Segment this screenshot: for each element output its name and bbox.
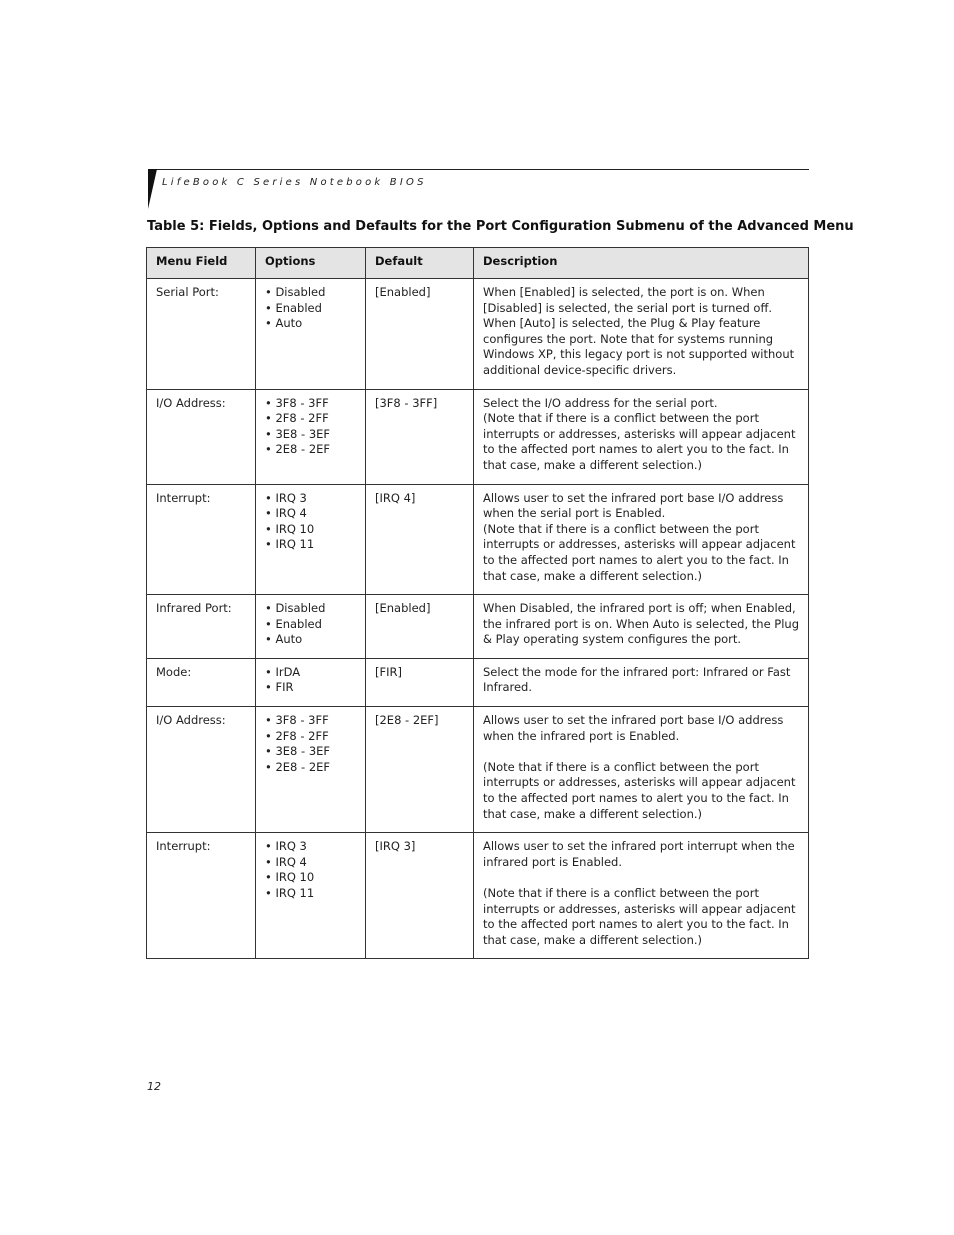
description-cell xyxy=(474,707,809,833)
description-paragraph: (Note that if there is a conflict between the port interrupts or addresses, asterisks will appear adjacent to the affected port names to alert you to the fact. In that case, make a different selection.) xyxy=(483,759,796,821)
running-head: LifeBook C Series Notebook BIOS xyxy=(162,177,427,188)
description-cell xyxy=(474,389,809,484)
option-item: • Disabled xyxy=(265,285,357,301)
options-list xyxy=(265,396,357,458)
option-item: • 2E8 - 2EF xyxy=(265,442,357,458)
description-paragraph: When [Enabled] is selected, the port is on. When [Disabled] is selected, the serial port is turned off. When [Auto] is selected, the Plug & Play feature configures the port. Note that for systems running Windows XP, this legacy port is not supported without additional device-specific drivers. xyxy=(483,285,795,377)
table-body xyxy=(147,279,809,959)
option-item: • 3E8 - 3EF xyxy=(265,744,357,760)
table-row xyxy=(147,484,809,595)
options-cell xyxy=(256,389,366,484)
table-header-row xyxy=(147,248,809,279)
description-paragraph: (Note that if there is a conflict between the port interrupts or addresses, asterisks will appear adjacent to the affected port names to alert you to the fact. In that case, make a different selection.) xyxy=(483,411,796,472)
option-item: • 3F8 - 3FF xyxy=(265,713,357,729)
default-cell: [Enabled] xyxy=(366,279,474,390)
description-cell xyxy=(474,595,809,659)
description-cell xyxy=(474,658,809,706)
option-item: • FIR xyxy=(265,680,357,696)
column-header-options: Options xyxy=(256,248,366,279)
options-cell xyxy=(256,707,366,833)
column-header-menu-field: Menu Field xyxy=(147,248,256,279)
option-item: • 2F8 - 2FF xyxy=(265,411,357,427)
description-paragraph: When Disabled, the infrared port is off; when Enabled, the infrared port is on. When Auto is selected, the Plug & Play operating system configures the port. xyxy=(483,601,800,647)
option-item: • Auto xyxy=(265,632,357,648)
default-cell: [IRQ 3] xyxy=(366,833,474,959)
default-cell: [3F8 - 3FF] xyxy=(366,389,474,484)
option-item: • IRQ 10 xyxy=(265,870,357,886)
description-paragraph: Allows user to set the infrared port base I/O address when the infrared port is Enabled. xyxy=(483,713,784,743)
menu-field-cell: Interrupt: xyxy=(147,484,256,595)
column-header-default: Default xyxy=(366,248,474,279)
table-row xyxy=(147,279,809,390)
description-cell xyxy=(474,484,809,595)
menu-field-cell: Interrupt: xyxy=(147,833,256,959)
column-header-description: Description xyxy=(474,248,809,279)
description-paragraph: (Note that if there is a conflict between the port interrupts or addresses, asterisks will appear adjacent to the affected port names to alert you to the fact. In that case, make a different selection.) xyxy=(483,886,796,947)
options-cell xyxy=(256,279,366,390)
menu-field-cell: I/O Address: xyxy=(147,389,256,484)
description-paragraph: Select the mode for the infrared port: Infrared or Fast Infrared. xyxy=(483,664,791,695)
default-cell: [FIR] xyxy=(366,658,474,706)
description-paragraph: Allows user to set the infrared port interrupt when the infrared port is Enabled. xyxy=(483,839,795,869)
options-cell xyxy=(256,658,366,706)
menu-field-cell: Mode: xyxy=(147,658,256,706)
option-item: • Enabled xyxy=(265,617,357,633)
default-cell: [2E8 - 2EF] xyxy=(366,707,474,833)
table-row xyxy=(147,707,809,833)
option-item: • 3F8 - 3FF xyxy=(265,396,357,412)
option-item: • 2E8 - 2EF xyxy=(265,760,357,776)
options-list xyxy=(265,491,357,553)
description-paragraph: Select the I/O address for the serial port. xyxy=(483,395,718,410)
table-row xyxy=(147,658,809,706)
table-title: Table 5: Fields, Options and Defaults for the Port Configuration Submenu of the Advanced Menu xyxy=(147,219,854,234)
options-list xyxy=(265,601,357,648)
description-paragraph: (Note that if there is a conflict between the port interrupts or addresses, asterisks will appear adjacent to the affected port names to alert you to the fact. In that case, make a different selection.) xyxy=(483,521,796,583)
option-item: • 3E8 - 3EF xyxy=(265,427,357,443)
option-item: • Enabled xyxy=(265,301,357,317)
table-row xyxy=(147,833,809,959)
option-item: • IRQ 4 xyxy=(265,855,357,871)
description-cell xyxy=(474,833,809,959)
options-list xyxy=(265,665,357,696)
option-item: • IRQ 4 xyxy=(265,506,357,522)
options-list xyxy=(265,713,357,775)
header-rule xyxy=(149,169,809,170)
menu-field-cell: I/O Address: xyxy=(147,707,256,833)
default-cell: [IRQ 4] xyxy=(366,484,474,595)
description-paragraph: Allows user to set the infrared port base I/O address when the serial port is Enabled. xyxy=(483,490,784,521)
option-item: • IrDA xyxy=(265,665,357,681)
options-cell xyxy=(256,484,366,595)
options-list xyxy=(265,285,357,332)
menu-field-cell: Infrared Port: xyxy=(147,595,256,659)
option-item: • IRQ 3 xyxy=(265,839,357,855)
table-row xyxy=(147,595,809,659)
option-item: • IRQ 11 xyxy=(265,537,357,553)
table-row xyxy=(147,389,809,484)
menu-field-cell: Serial Port: xyxy=(147,279,256,390)
options-cell xyxy=(256,833,366,959)
option-item: • IRQ 10 xyxy=(265,522,357,538)
header-corner-mark xyxy=(148,169,157,209)
options-cell xyxy=(256,595,366,659)
option-item: • Disabled xyxy=(265,601,357,617)
description-cell xyxy=(474,279,809,390)
option-item: • IRQ 3 xyxy=(265,491,357,507)
default-cell: [Enabled] xyxy=(366,595,474,659)
page-number: 12 xyxy=(147,1080,161,1093)
port-configuration-table xyxy=(146,247,809,959)
option-item: • 2F8 - 2FF xyxy=(265,729,357,745)
option-item: • Auto xyxy=(265,316,357,332)
options-list xyxy=(265,839,357,901)
option-item: • IRQ 11 xyxy=(265,886,357,902)
